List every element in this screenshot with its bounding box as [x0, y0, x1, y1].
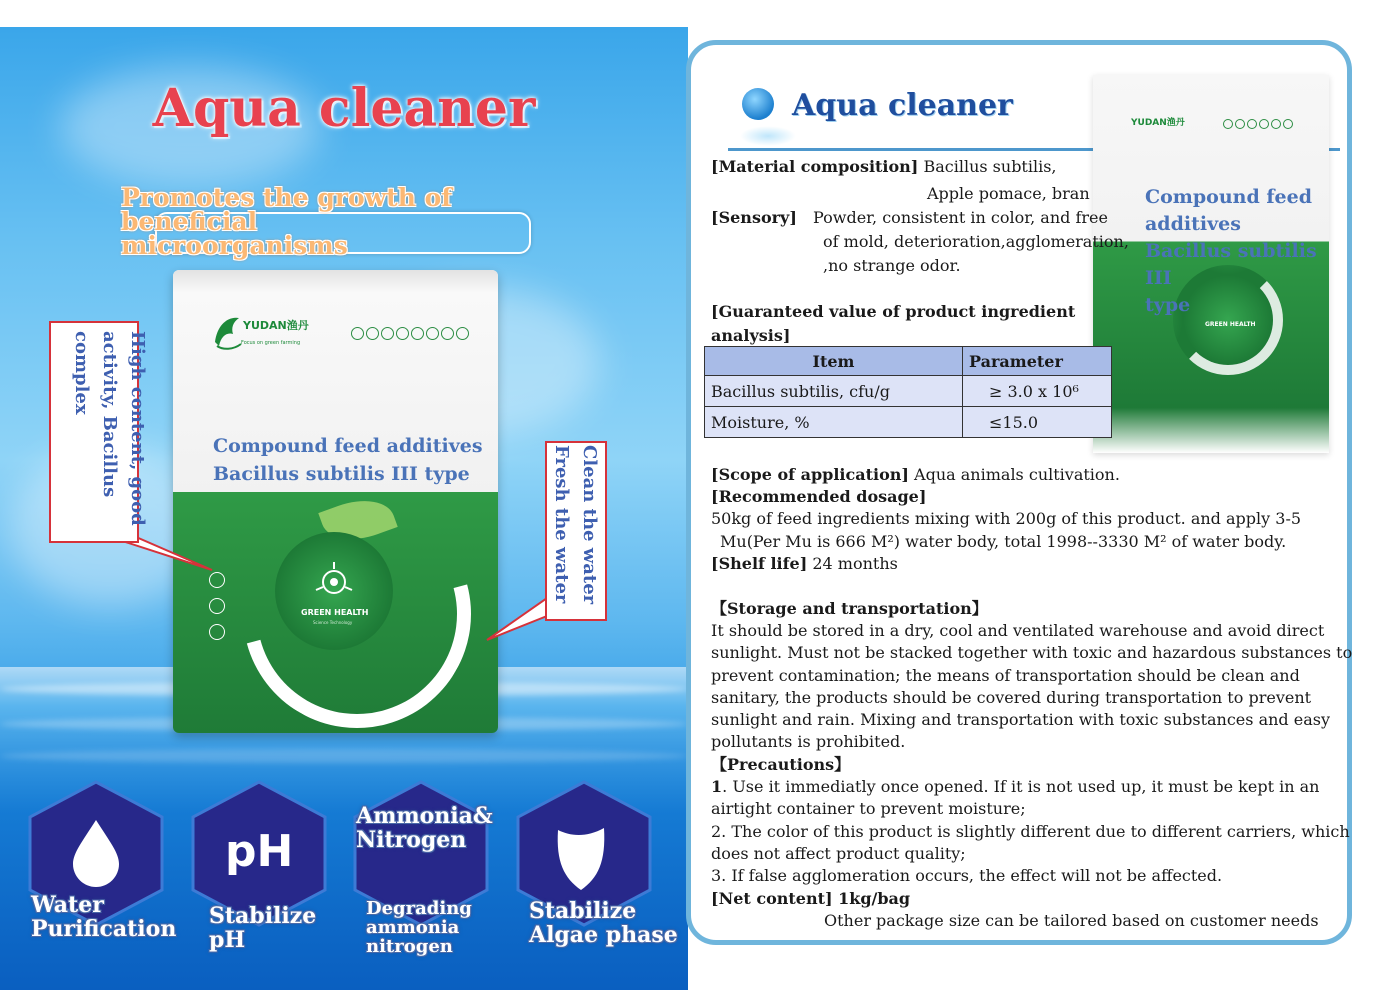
feature-ph-line-1: Stabilize: [209, 903, 317, 929]
scope-of-application: [711, 464, 1120, 486]
panel-bag-line-2: additives: [1145, 213, 1241, 235]
sensory-label-text: [Sensory]: [711, 208, 797, 227]
table-cell-value: ≤15.0: [963, 407, 1112, 438]
sensory-line-2: of mold, deterioration,agglomeration,: [823, 232, 1129, 251]
shelf-life: [711, 553, 898, 575]
feature-ammonia-label: [366, 899, 472, 956]
storage-line-5: sunlight and rain. Mixing and transportation with toxic substances and easy: [711, 710, 1330, 729]
bag-brand-sub: Focus on green farming: [241, 340, 301, 346]
precaution-1-number: 1: [711, 777, 723, 796]
guaranteed-line-1: [Guaranteed value of product ingredient: [711, 302, 1076, 321]
cert-icon: [1271, 119, 1281, 129]
dosage-label: [Recommended dosage]: [711, 487, 927, 506]
sensory-line-1: Powder, consistent in color, and free: [813, 208, 1108, 227]
poster-title: Aqua cleaner: [152, 78, 536, 139]
panel-bag-line-1: Compound feed: [1145, 186, 1313, 208]
precautions-label: 【Precautions】: [711, 755, 851, 774]
feature-ammonia-line-2: ammonia: [366, 917, 460, 938]
feature-hexagons: [0, 0, 688, 963]
table-header-row: [705, 347, 1112, 376]
feature-ammonia-heading: [356, 804, 493, 852]
guaranteed-line-2: analysis]: [711, 326, 791, 345]
water-drop-logo-icon: [742, 88, 774, 120]
cert-icon: [1283, 119, 1293, 129]
material-composition: [711, 156, 1057, 178]
feature-algae-line-2: Algae phase: [529, 922, 678, 948]
shelf-label: [Shelf life]: [711, 554, 808, 573]
feature-water-line-2: Purification: [31, 916, 177, 942]
green-health-label: GREEN HEALTH: [301, 608, 369, 617]
material-value: Bacillus subtilis,: [918, 157, 1057, 176]
storage-line-2: sunlight. Must not be stacked together with toxic and hazardous substances to: [711, 643, 1353, 662]
storage-line-4: sanitary, the products should be covered during transportation to prevent: [711, 688, 1312, 707]
cert-icon: [1259, 119, 1269, 129]
feature-algae-line-1: Stabilize: [529, 898, 637, 924]
scope-label: [Scope of application]: [711, 465, 909, 484]
panel-bag-text: [1145, 184, 1335, 319]
table-header-item: Item: [705, 347, 963, 376]
callout-right-line-2: Fresh the water: [551, 445, 572, 604]
ingredient-table: [704, 346, 1112, 438]
panel-bag-line-3: Bacillus subtilis III: [1145, 240, 1317, 289]
drop-splash-decor: [740, 126, 796, 146]
net-content-note: Other package size can be tailored based on customer needs: [824, 911, 1319, 930]
scope-value: Aqua animals cultivation.: [908, 465, 1120, 484]
precaution-1-line-2: airtight container to prevent moisture;: [711, 799, 1026, 818]
panel-green-health: GREEN HEALTH: [1205, 321, 1256, 328]
net-content: [Net content] 1kg/bag: [711, 889, 911, 908]
precaution-1-line-1: [711, 776, 1319, 798]
feature-ammonia-head-1: Ammonia&: [356, 803, 493, 829]
feature-water-line-1: Water: [31, 892, 104, 918]
feature-ammonia-line-3: nitrogen: [366, 936, 453, 957]
storage-line-1: It should be stored in a dry, cool and ventilated warehouse and avoid direct: [711, 621, 1325, 640]
material-value-2: Apple pomace, bran: [927, 184, 1090, 203]
promo-line-2: microorganisms: [121, 231, 348, 260]
shelf-value: 24 months: [807, 554, 898, 573]
feature-algae-label: [529, 899, 678, 947]
precaution-2-line-2: does not affect product quality;: [711, 844, 966, 863]
panel-bag-line-4: type: [1145, 294, 1191, 316]
table-cell-item: Bacillus subtilis, cfu/g: [705, 376, 963, 407]
table-row: [705, 376, 1112, 407]
ph-icon: pH: [225, 826, 294, 877]
sensory-line-3: ,no strange odor.: [823, 256, 961, 275]
storage-label: 【Storage and transportation】: [711, 599, 988, 618]
table-cell-item: Moisture, %: [705, 407, 963, 438]
promo-line-1: Promotes the growth of beneficial: [121, 183, 453, 236]
cert-icon: [1235, 119, 1245, 129]
dosage-line-2: Mu(Per Mu is 666 M²) water body, total 1998--3330 M² of water body.: [720, 532, 1287, 551]
callout-right-line-1: Clean the water: [579, 445, 600, 605]
feature-ammonia-head-2: Nitrogen: [356, 827, 467, 853]
panel-cert-icons: [1223, 119, 1293, 129]
cert-icon: [1247, 119, 1257, 129]
feature-ph-label: [209, 904, 316, 952]
table-header-parameter: Parameter: [963, 347, 1112, 376]
feature-ph-line-2: pH: [209, 927, 246, 953]
bag-line-2: Bacillus subtilis III type: [213, 463, 470, 485]
bag-line-1: Compound feed additives: [213, 435, 483, 457]
cert-icon: [1223, 119, 1233, 129]
material-label: [Material composition]: [711, 157, 919, 176]
panel-bag-brand: YUDAN渔丹: [1131, 118, 1185, 128]
precaution-3: 3. If false agglomeration occurs, the effect will not be affected.: [711, 866, 1223, 885]
panel-title: Aqua cleaner: [792, 88, 1013, 123]
bag-brand: YUDAN渔丹: [243, 319, 309, 332]
callout-left-line-1: High content, good activity,: [99, 331, 148, 526]
callout-left-line-2: Bacillus complex: [71, 331, 120, 498]
green-health-sub: Science Technology: [313, 620, 353, 625]
storage-line-6: pollutants is prohibited.: [711, 732, 906, 751]
feature-water-label: [31, 893, 176, 941]
dosage-line-1: 50kg of feed ingredients mixing with 200g of this product. and apply 3-5: [711, 509, 1302, 528]
sensory-label: [711, 207, 797, 229]
storage-line-3: prevent contamination; the means of transportation should be clean and: [711, 666, 1300, 685]
feature-ammonia-line-1: Degrading: [366, 898, 472, 919]
precaution-1-text: . Use it immediatly once opened. If it is not used up, it must be kept in an: [722, 777, 1320, 796]
precaution-2-line-1: 2. The color of this product is slightly different due to different carriers, which: [711, 822, 1350, 841]
table-row: [705, 407, 1112, 438]
table-cell-value: ≥ 3.0 x 10⁶: [963, 376, 1112, 407]
